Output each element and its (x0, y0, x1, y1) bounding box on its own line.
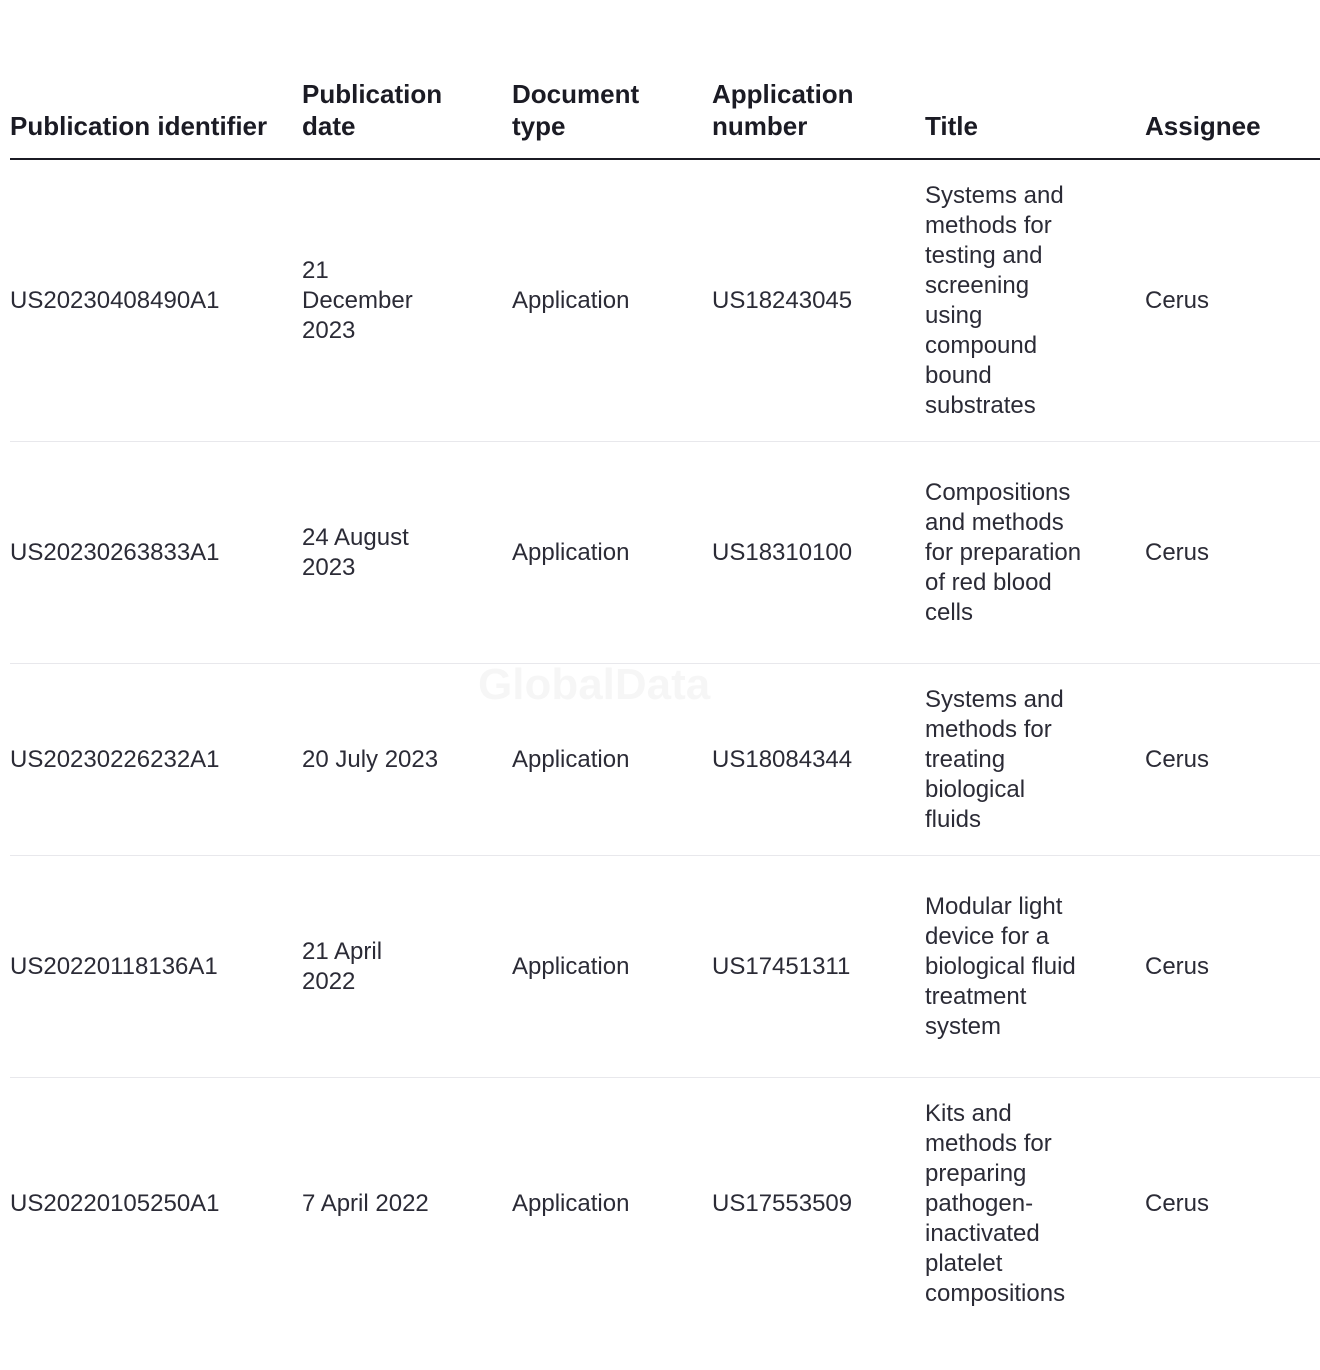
table-header-row (10, 0, 1320, 159)
cell-publication-identifier: US20220105250A1 (10, 1189, 220, 1217)
table-row (10, 442, 1320, 664)
header-publication-identifier: Publication identifier (10, 0, 302, 159)
cell-document-type: Application (512, 1189, 630, 1217)
cell-assignee: Cerus (1145, 856, 1320, 1078)
cell-assignee: Cerus (1145, 1189, 1210, 1217)
header-application-number: Application number (712, 0, 925, 159)
cell-document-type: Application (512, 664, 712, 856)
cell-publication-date: 7 April 2022 (302, 1189, 429, 1217)
patent-table-container (10, 0, 1261, 1329)
cell-application-number: US18243045 (712, 159, 925, 442)
cell-document-type: Application (512, 442, 712, 664)
cell-title: Systems and methods for treating biological fluids (925, 664, 1145, 856)
table-row (10, 1078, 1320, 1330)
cell-title: Kits and methods for preparing pathogen-inactivated platelet compositions (925, 1099, 1066, 1307)
cell-assignee: Cerus (1145, 442, 1320, 664)
patent-publications-table (10, 0, 1320, 1329)
header-document-type: Document type (512, 0, 712, 159)
cell-publication-identifier: US20230408490A1 (10, 159, 302, 442)
cell-assignee: Cerus (1145, 159, 1320, 442)
header-assignee: Assignee (1145, 0, 1320, 159)
cell-publication-date: 21 December 2023 (302, 159, 512, 442)
cell-publication-date: 24 August 2023 (302, 442, 512, 664)
cell-application-number: US17553509 (712, 1189, 853, 1217)
cell-assignee: Cerus (1145, 664, 1320, 856)
table-row (10, 664, 1320, 856)
header-publication-date: Publication date (302, 0, 512, 159)
cell-publication-identifier: US20230263833A1 (10, 442, 302, 664)
cell-application-number: US17451311 (712, 856, 925, 1078)
cell-document-type: Application (512, 856, 712, 1078)
cell-document-type: Application (512, 159, 712, 442)
cell-publication-date: 21 April 2022 (302, 856, 512, 1078)
cell-title: Compositions and methods for preparation of red blood cells (925, 442, 1145, 664)
cell-publication-identifier: US20220118136A1 (10, 856, 302, 1078)
header-title: Title (925, 0, 1145, 159)
cell-title: Modular light device for a biological fluid treatment system (925, 856, 1145, 1078)
cell-publication-date: 20 July 2023 (302, 664, 512, 856)
cell-application-number: US18310100 (712, 442, 925, 664)
cell-title: Systems and methods for testing and screening using compound bound substrates (925, 159, 1145, 442)
cell-application-number: US18084344 (712, 664, 925, 856)
cell-publication-identifier: US20230226232A1 (10, 664, 302, 856)
table-row (10, 856, 1320, 1078)
table-row (10, 159, 1320, 442)
